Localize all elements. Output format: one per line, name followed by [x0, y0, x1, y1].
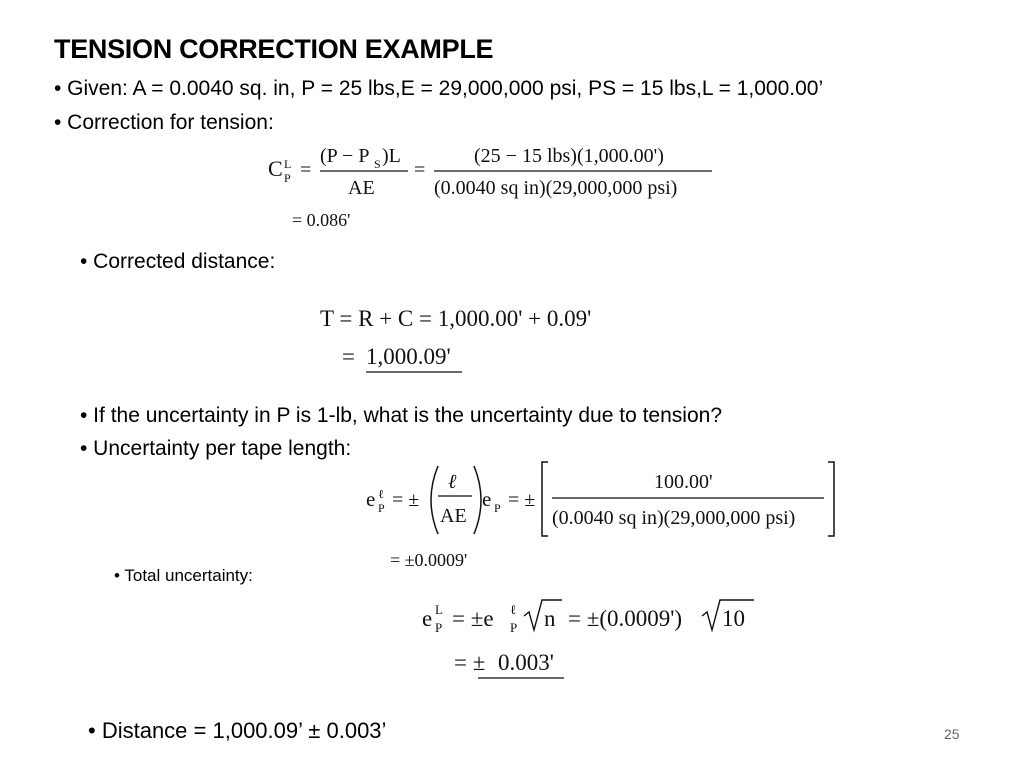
tape-lhs-sub: P — [378, 501, 385, 515]
eq-lhs: C — [268, 156, 283, 181]
total-eq-pm: = ±e — [452, 606, 494, 631]
tape-inner-den: AE — [440, 505, 467, 527]
total-sqrt-n-sign — [524, 600, 562, 630]
total-lhs-sup: L — [435, 602, 443, 617]
correction-for-tension-bullet: • Correction for tension: — [54, 111, 274, 134]
total-result-eq: = ± — [454, 650, 486, 675]
total-rhs-sub: P — [510, 620, 518, 635]
given-bullet: • Given: A = 0.0040 sq. in, P = 25 lbs,E = 29,000,000 psi, PS = 15 lbs,L = 1,000.00’ — [54, 77, 824, 100]
tape-frac-num: 100.00' — [654, 471, 713, 493]
eq-frac2-den: (0.0040 sq in)(29,000,000 psi) — [434, 177, 678, 199]
tape-result: = ±0.0009' — [390, 550, 468, 570]
corrected-line-2-equals: = — [342, 344, 355, 369]
uncertainty-per-tape-equation — [362, 458, 842, 578]
page-number: 25 — [944, 726, 960, 742]
eq-frac1-num: (P − P — [320, 145, 370, 167]
tape-mid-sub: P — [494, 501, 501, 515]
eq-lhs-sub: P — [284, 171, 291, 185]
uncertainty-per-tape-bullet: • Uncertainty per tape length: — [80, 437, 352, 460]
slide-title: TENSION CORRECTION EXAMPLE — [54, 34, 494, 64]
tape-lhs-sup: ℓ — [378, 487, 384, 501]
eq-lhs-sup: L — [284, 157, 292, 171]
tape-lhs: e — [366, 487, 376, 511]
corrected-line-2-value: 1,000.09' — [366, 344, 451, 369]
total-rhs-sup: ℓ — [510, 602, 517, 617]
tension-correction-equation — [262, 140, 732, 236]
corrected-distance-bullet: • Corrected distance: — [80, 250, 276, 273]
tape-left-paren — [431, 466, 438, 534]
total-sqrt-n: n — [544, 606, 556, 631]
total-mid: = ±(0.0009') — [568, 606, 683, 631]
tape-eq-pm-2: = ± — [508, 489, 536, 511]
total-lhs: e — [422, 606, 433, 631]
total-sqrt-10: 10 — [722, 606, 745, 631]
eq-frac2-num: (25 − 15 lbs)(1,000.00') — [474, 145, 664, 167]
corrected-distance-equation — [316, 298, 656, 384]
uncertainty-question-bullet: • If the uncertainty in P is 1-lb, what is the uncertainty due to tension? — [80, 404, 722, 427]
tape-inner-num: ℓ — [448, 471, 457, 493]
total-lhs-sub: P — [435, 620, 443, 635]
tape-mid: e — [482, 487, 492, 511]
total-uncertainty-equation — [418, 588, 768, 684]
tape-frac-den: (0.0040 sq in)(29,000,000 psi) — [552, 507, 796, 529]
tape-right-bracket — [828, 462, 834, 536]
total-result-value: 0.003' — [498, 650, 554, 675]
eq-equals: = — [300, 159, 312, 181]
eq-frac1-num-sub: S — [374, 157, 381, 171]
distance-bullet: • Distance = 1,000.09’ ± 0.003’ — [88, 718, 387, 743]
eq-result: = 0.086' — [292, 210, 351, 230]
eq-equals-2: = — [414, 159, 426, 181]
eq-frac1-num-end: )L — [382, 145, 401, 167]
corrected-line-1: T = R + C = 1,000.00' + 0.09' — [320, 306, 592, 331]
eq-frac1-den: AE — [348, 177, 375, 199]
total-uncertainty-bullet: • Total uncertainty: — [114, 566, 253, 585]
tape-eq-pm: = ± — [392, 489, 420, 511]
tape-right-paren — [474, 466, 481, 534]
tape-left-bracket — [542, 462, 548, 536]
